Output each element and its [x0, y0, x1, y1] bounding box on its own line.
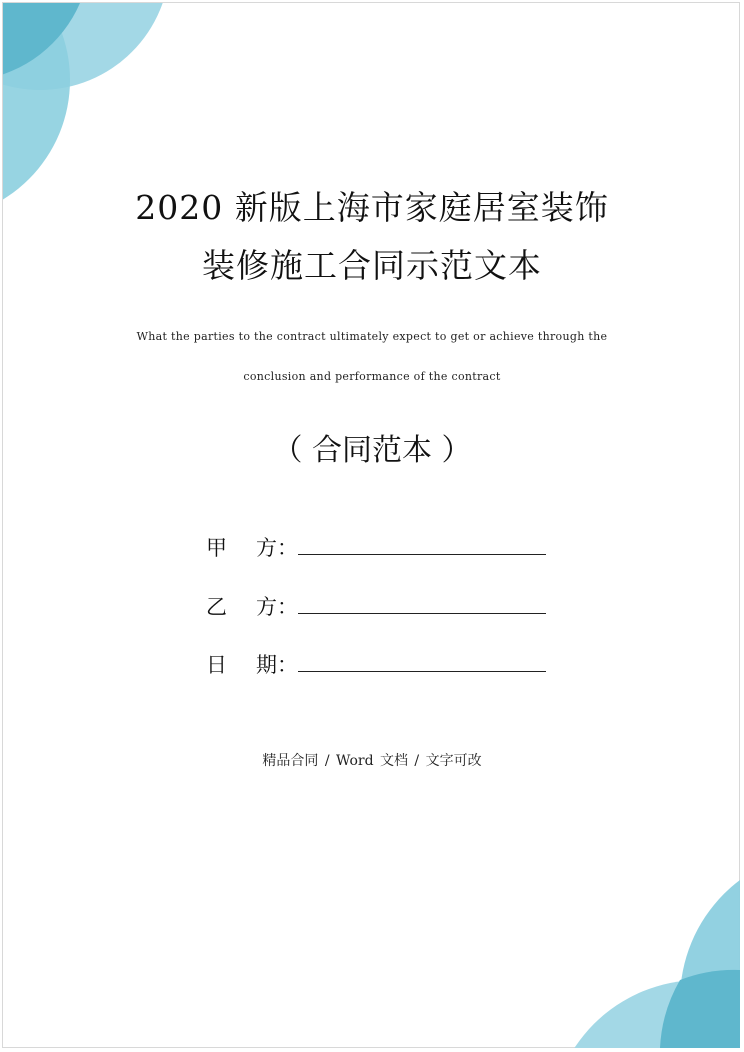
party-b-blank-line[interactable] — [298, 613, 546, 614]
english-tagline-line-2: conclusion and performance of the contract — [243, 370, 501, 383]
party-b-label: 乙 方： — [206, 595, 298, 619]
document-title-line-2: 装修施工合同示范文本 — [202, 246, 542, 285]
footer-note: 精品合同 / Word 文档 / 文字可改 — [262, 753, 482, 769]
deco-overlap-bottom — [660, 970, 740, 1048]
contract-subtitle: （ 合同范本 ） — [272, 433, 472, 468]
date-label: 日 期： — [206, 653, 298, 677]
document-title-line-1: 2020 新版上海市家庭居室装饰 — [135, 188, 609, 227]
date-blank-line[interactable] — [298, 671, 546, 672]
english-tagline-line-1: What the parties to the contract ultimately expect to get or achieve through the — [136, 330, 608, 343]
party-a-label: 甲 方： — [206, 536, 298, 560]
party-a-blank-line[interactable] — [298, 554, 546, 555]
